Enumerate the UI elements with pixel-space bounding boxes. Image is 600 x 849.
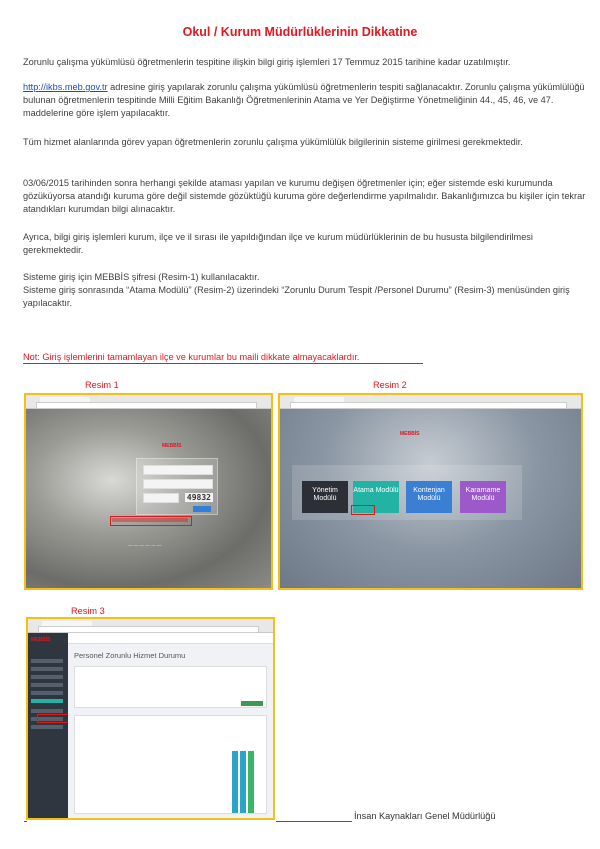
side-menu <box>28 633 68 818</box>
captcha-code: 49832 <box>186 493 211 502</box>
tile-atama-modulu: Atama Modülü <box>353 481 399 513</box>
personel-main <box>68 633 273 818</box>
caption-resim-1: Resim 1 <box>85 380 119 390</box>
mebbis-logo: MEBBİS <box>400 431 420 437</box>
paragraph-date-rule: 03/06/2015 tarihinden sonra herhangi şekilde ataması yapılan ve kurumu değişen öğretmenler için; eğer sistemde eski kurumunda gözüküyorsa atandığı kuruma göre değil sistemde gözüktüğü kuruma göre değerlendirme yapılmalıdır. Bakanlığımızca bu kişiler için tekrar atandıkları kurumdan bilgi alınacaktır. <box>23 178 586 214</box>
login-instruction: Sisteme giriş için MEBBİS şifresi (Resim-1) kullanılacaktır. <box>23 272 260 282</box>
filter-panel <box>74 666 267 708</box>
login-footer-text: — — — — — — <box>128 543 162 548</box>
browser-chrome <box>26 395 271 409</box>
paragraph-requirement: Tüm hizmet alanlarında görev yapan öğretmenlerin zorunlu çalışma yükümlülük bilgilerinin sisteme girilmesi gerekmektedir. <box>23 137 523 147</box>
screenshot-resim-1 <box>24 393 273 590</box>
menu-instruction: Sisteme giriş sonrasında “Atama Modülü” (Resim-2) üzerindeki “Zorunlu Durum Tespit /Personel Durumu” (Resim-3) menüsünden giriş yapılacaktır. <box>23 285 570 308</box>
note-text: Not: Giriş işlemlerini tamamlayan ilçe ve kurumlar bu maili dikkate almayacaklardır. <box>23 351 423 364</box>
captcha-field <box>143 493 179 503</box>
browser-chrome <box>280 395 581 409</box>
ikbs-link[interactable]: http://ikbs.meb.gov.tr <box>23 82 108 92</box>
chart-panel <box>74 715 267 814</box>
tile-kararname-modulu: Kararname Modülü <box>460 481 506 513</box>
highlight-atama-modulu <box>351 505 375 515</box>
mebbis-logo: MEBBİS <box>162 443 182 449</box>
paragraph-order: Ayrıca, bilgi giriş işlemleri kurum, ilçe ve il sırası ile yapıldığından ilçe ve kurum müdürlüklerinin de bu hususta bilgilendirilmesi gerekmektedir. <box>23 232 533 255</box>
tile-yonetim-modulu: Yönetim Modülü <box>302 481 348 513</box>
page-title: Okul / Kurum Müdürlüklerinin Dikkatine <box>182 25 418 39</box>
browser-chrome <box>28 619 273 633</box>
login-button <box>193 506 211 512</box>
login-panel <box>136 458 218 515</box>
paragraph-address <box>23 81 588 120</box>
tile-kontenjan-modulu: Kontenjan Modülü <box>406 481 452 513</box>
username-field <box>143 465 213 475</box>
footer-signature: İnsan Kaynakları Genel Müdürlüğü <box>354 811 496 821</box>
paragraph-login-info <box>23 271 588 310</box>
screenshot-resim-3 <box>26 617 275 820</box>
paragraph-deadline: Zorunlu çalışma yükümlüsü öğretmenlerin tespitine ilişkin bilgi giriş işlemleri 17 Temmuz 2015 tarihine kadar uzatılmıştır. <box>23 57 511 67</box>
mebbis-logo: MEBBİS <box>31 637 51 643</box>
screenshot-resim-2 <box>278 393 583 590</box>
caption-resim-2: Resim 2 <box>373 380 407 390</box>
password-field <box>143 479 213 489</box>
caption-resim-3: Resim 3 <box>71 606 105 616</box>
personel-page-heading: Personel Zorunlu Hizmet Durumu <box>74 651 186 660</box>
paragraph-address-text: adresine giriş yapılarak zorunlu çalışma yükümlüsü öğretmenlerin tespiti sağlanacaktır. Zorunlu çalışma yükümlülüğü bulunan öğretmenlerin tespitinde Milli Eğitim Bakanlığı Öğretmenlerinin Atama ve Yer Değiştirme Yönetmeliğinin 44., 45, 46, ve 47. maddelerine göre işlem yapılacaktır. <box>23 82 585 118</box>
